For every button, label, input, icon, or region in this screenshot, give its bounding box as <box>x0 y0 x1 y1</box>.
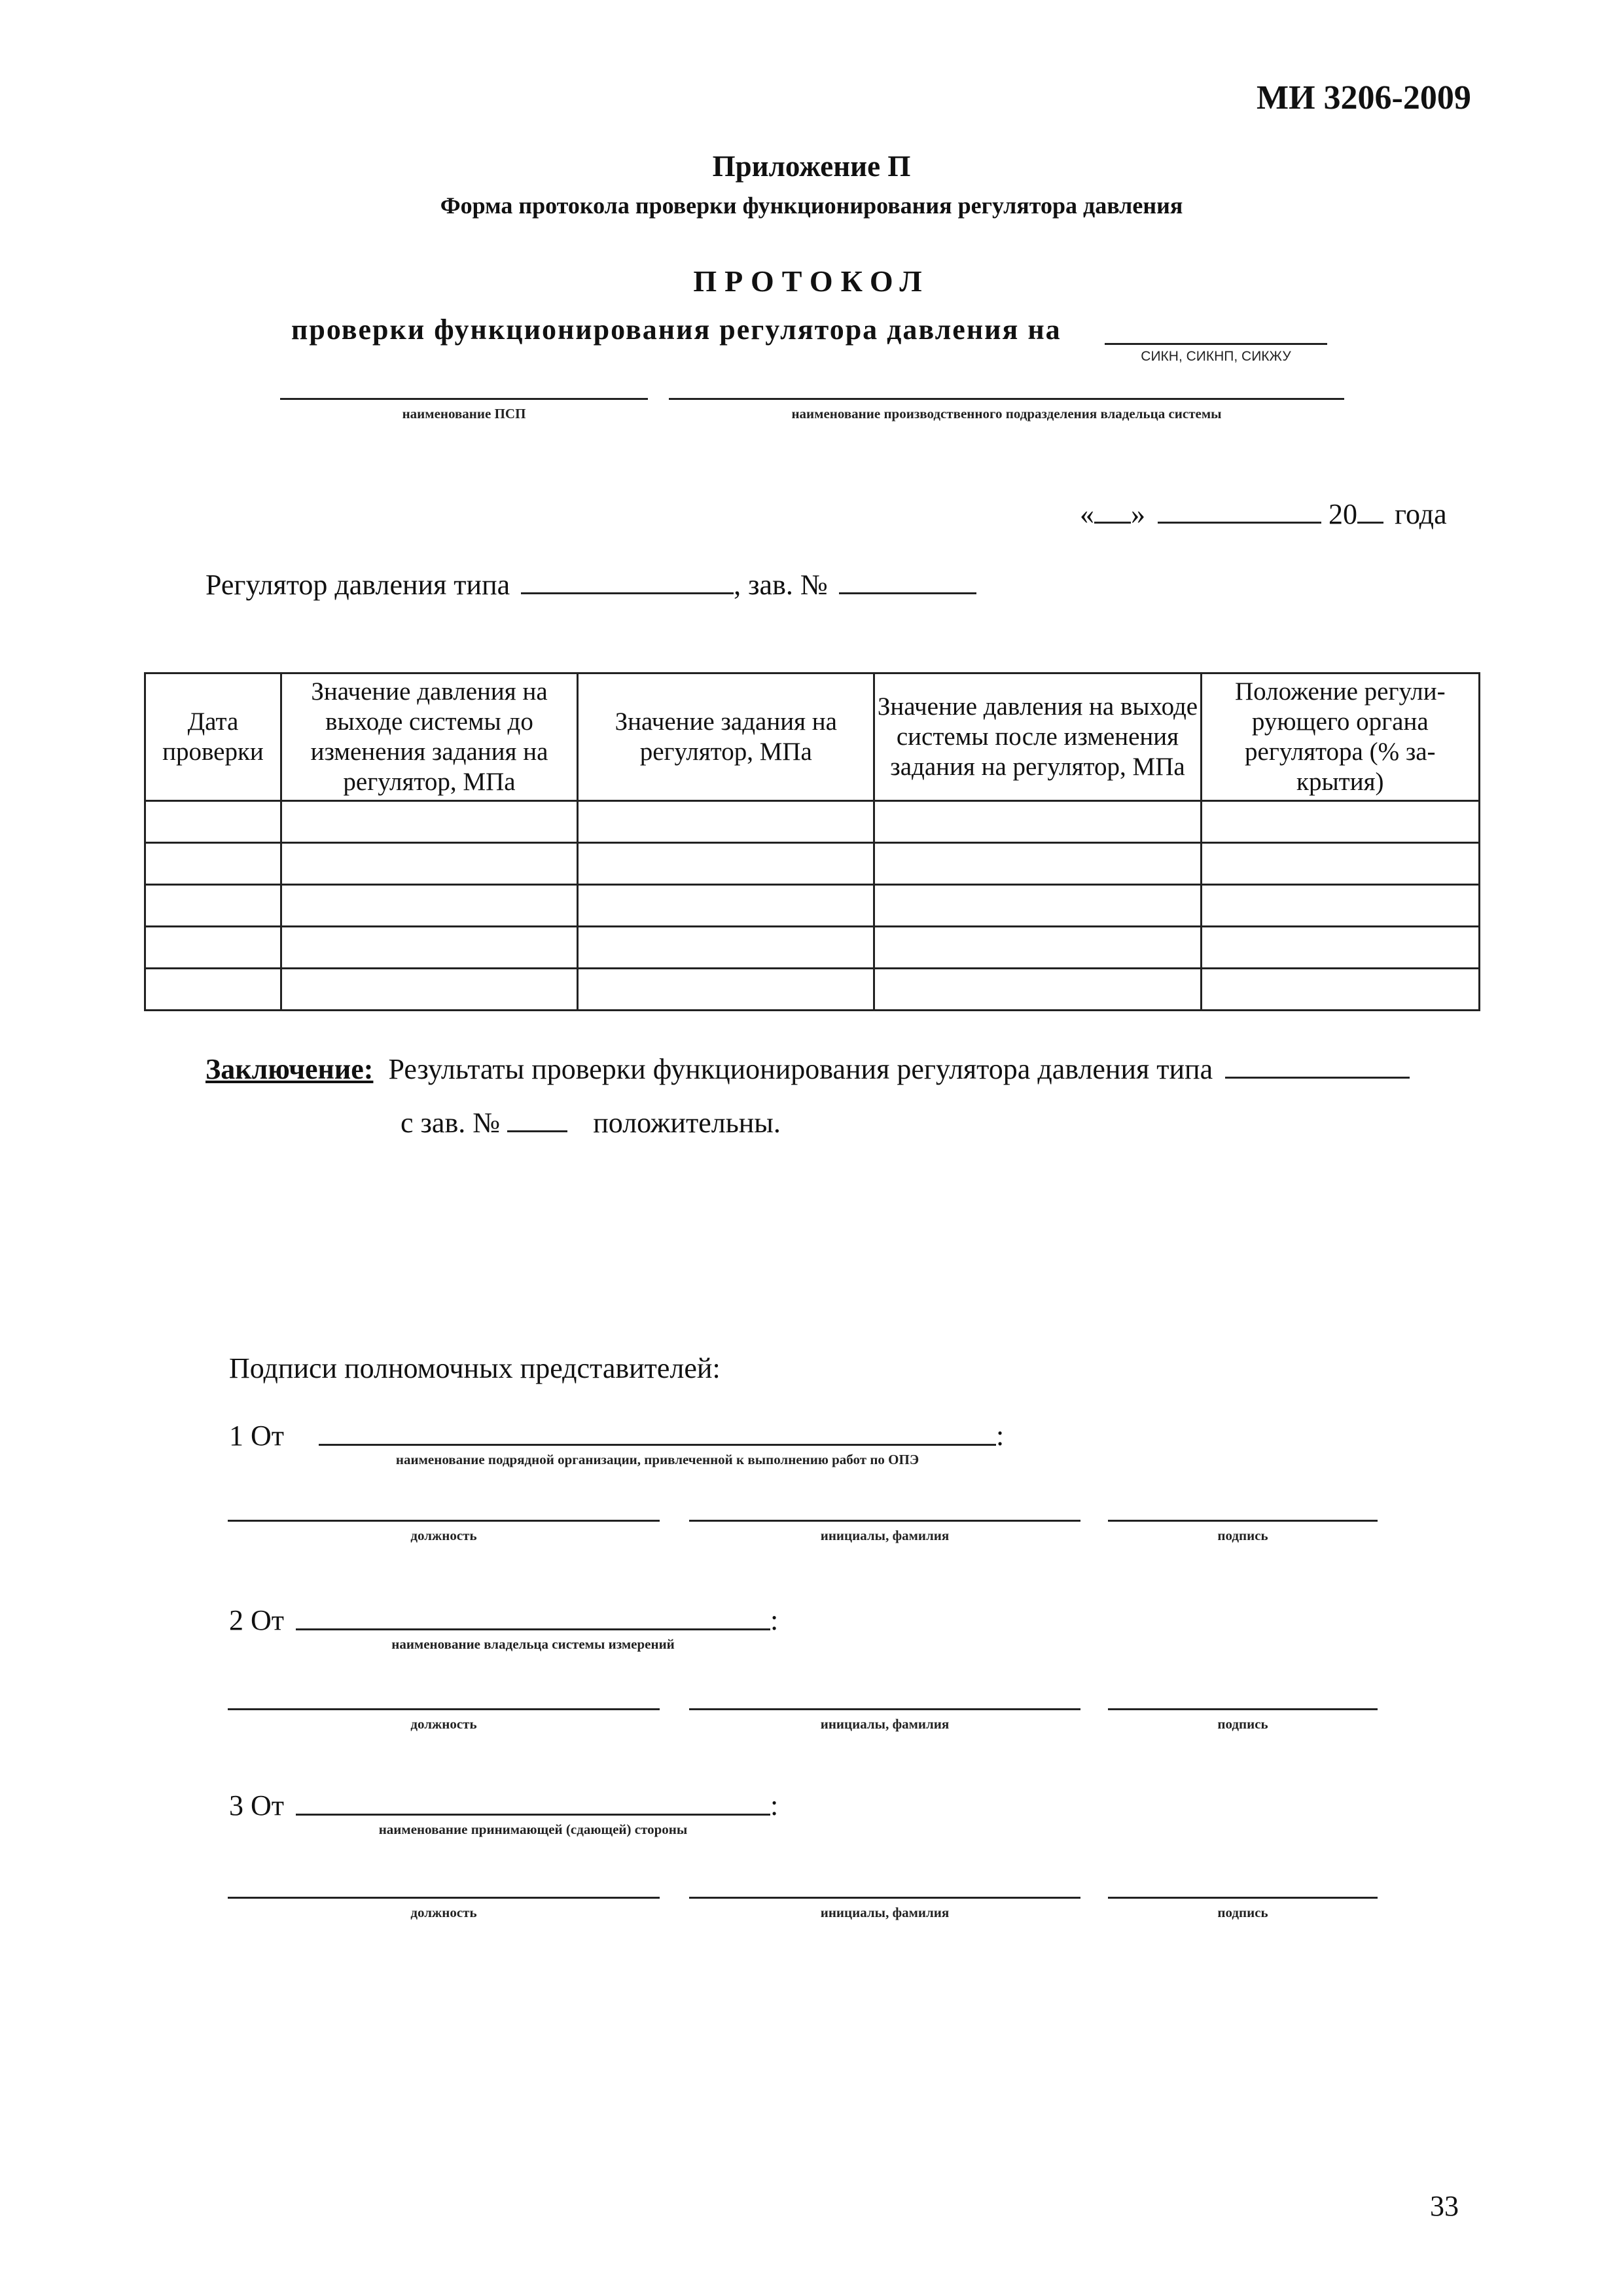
signature-2-name-caption: инициалы, фамилия <box>820 1716 950 1732</box>
signature-1-position-caption: должность <box>410 1528 477 1543</box>
table-cell[interactable] <box>874 969 1201 1011</box>
signature-2-name-line[interactable] <box>689 1708 1080 1710</box>
table-cell[interactable] <box>281 885 577 927</box>
table-cell[interactable] <box>874 885 1201 927</box>
year-prefix: 20 <box>1329 498 1357 530</box>
table-cell[interactable] <box>145 801 281 843</box>
signature-1-sign-line[interactable] <box>1108 1520 1378 1522</box>
signature-2-org-line[interactable] <box>296 1628 770 1630</box>
table-cell[interactable] <box>578 885 874 927</box>
conclusion-type-blank[interactable] <box>1225 1053 1410 1079</box>
signature-2-sign-line[interactable] <box>1108 1708 1378 1710</box>
signature-1-org-line[interactable] <box>319 1444 996 1446</box>
document-code: МИ 3206-2009 <box>1257 79 1471 117</box>
serial-label: , зав. № <box>734 569 828 601</box>
table-cell[interactable] <box>578 969 874 1011</box>
table-row <box>145 843 1480 885</box>
header-check-date: Дата проверки <box>145 673 281 801</box>
conclusion-text: Результаты проверки функционирования регулятора давления типа <box>388 1053 1213 1085</box>
date-open-quote: « <box>1080 498 1094 530</box>
table-cell[interactable] <box>1201 969 1479 1011</box>
conclusion-serial-line <box>401 1106 781 1139</box>
table-cell[interactable] <box>281 801 577 843</box>
table-header-row <box>145 673 1480 801</box>
signature-3-org-caption: наименование принимающей (сдающей) стороны <box>378 1821 688 1837</box>
table-cell[interactable] <box>1201 885 1479 927</box>
month-blank[interactable] <box>1158 498 1321 524</box>
signature-2-org-caption: наименование владельца системы измерений <box>391 1636 675 1652</box>
table-cell[interactable] <box>578 927 874 969</box>
conclusion-serial-blank[interactable] <box>507 1107 567 1132</box>
day-blank[interactable] <box>1094 498 1131 524</box>
table-cell[interactable] <box>145 885 281 927</box>
signature-3-colon: : <box>770 1789 779 1821</box>
signature-3-org-line[interactable] <box>296 1814 770 1816</box>
signature-1-prefix: 1 От <box>229 1420 285 1452</box>
table-cell[interactable] <box>145 843 281 885</box>
year-word: года <box>1395 498 1447 530</box>
page-number: 33 <box>1430 2190 1459 2222</box>
signature-3-position-line[interactable] <box>228 1897 660 1899</box>
year-blank[interactable] <box>1357 498 1383 524</box>
signature-1-colon: : <box>996 1420 1005 1452</box>
signature-3-name-caption: инициалы, фамилия <box>820 1905 950 1920</box>
psp-name-caption: наименование ПСП <box>402 406 526 422</box>
signature-1-position-line[interactable] <box>228 1520 660 1522</box>
conclusion-label: Заключение: <box>205 1053 374 1085</box>
table-cell[interactable] <box>874 927 1201 969</box>
table-cell[interactable] <box>281 927 577 969</box>
table-row <box>145 801 1480 843</box>
table-cell[interactable] <box>145 969 281 1011</box>
date-line <box>1080 497 1447 531</box>
table-cell[interactable] <box>1201 843 1479 885</box>
system-type-caption: СИКН, СИКНП, СИКЖУ <box>1141 349 1291 364</box>
signature-1-sign-caption: подпись <box>1217 1528 1268 1543</box>
regulator-line <box>205 568 976 601</box>
protocol-table <box>144 672 1480 1011</box>
conclusion-serial-prefix: с зав. № <box>401 1107 501 1139</box>
psp-name-line[interactable] <box>280 398 648 400</box>
signatures-title: Подписи полномочных представителей: <box>229 1352 721 1384</box>
signature-3-sign-line[interactable] <box>1108 1897 1378 1899</box>
table-cell[interactable] <box>578 801 874 843</box>
header-pressure-after: Значение давления на выходе системы после изменения задания на регулятор, МПа <box>874 673 1201 801</box>
table-cell[interactable] <box>578 843 874 885</box>
regulator-type-blank[interactable] <box>521 569 734 594</box>
signature-1-name-caption: инициалы, фамилия <box>820 1528 950 1543</box>
header-setpoint: Значение задания на регулятор, МПа <box>578 673 874 801</box>
protocol-title: ПРОТОКОЛ <box>693 264 930 298</box>
table-cell[interactable] <box>1201 927 1479 969</box>
signature-3-sign-caption: подпись <box>1217 1905 1268 1920</box>
table-cell[interactable] <box>874 801 1201 843</box>
conclusion-line <box>205 1052 1410 1086</box>
appendix-title: Приложение П <box>712 150 911 183</box>
protocol-subtitle: проверки функционирования регулятора давления на <box>291 314 1061 346</box>
serial-blank[interactable] <box>839 569 976 594</box>
division-name-line[interactable] <box>669 398 1344 400</box>
signature-1-org-caption: наименование подрядной организации, привлеченной к выполнению работ по ОПЭ <box>395 1452 919 1467</box>
table-cell[interactable] <box>1201 801 1479 843</box>
header-pressure-before: Значение давления на выходе системы до изменения задания на регулятор, МПа <box>281 673 577 801</box>
system-type-line[interactable] <box>1105 343 1327 345</box>
table-cell[interactable] <box>281 969 577 1011</box>
date-close-quote: » <box>1131 498 1145 530</box>
table-row <box>145 927 1480 969</box>
signature-3-position-caption: должность <box>410 1905 477 1920</box>
signature-2-sign-caption: подпись <box>1217 1716 1268 1732</box>
form-title: Форма протокола проверки функционирования регулятора давления <box>440 192 1183 219</box>
division-name-caption: наименование производственного подразделения владельца системы <box>791 406 1222 422</box>
conclusion-result: положительны. <box>593 1107 781 1139</box>
signature-2-prefix: 2 От <box>229 1604 285 1636</box>
regulator-type-label: Регулятор давления типа <box>205 569 510 601</box>
table-row <box>145 885 1480 927</box>
signature-2-position-caption: должность <box>410 1716 477 1732</box>
header-valve-position: Положение регули- рующего органа регулятора (% за- крытия) <box>1201 673 1479 801</box>
signature-2-position-line[interactable] <box>228 1708 660 1710</box>
signature-2-colon: : <box>770 1604 779 1636</box>
table-cell[interactable] <box>145 927 281 969</box>
table-cell[interactable] <box>281 843 577 885</box>
signature-3-prefix: 3 От <box>229 1789 285 1821</box>
signature-1-name-line[interactable] <box>689 1520 1080 1522</box>
table-row <box>145 969 1480 1011</box>
signature-3-name-line[interactable] <box>689 1897 1080 1899</box>
table-cell[interactable] <box>874 843 1201 885</box>
